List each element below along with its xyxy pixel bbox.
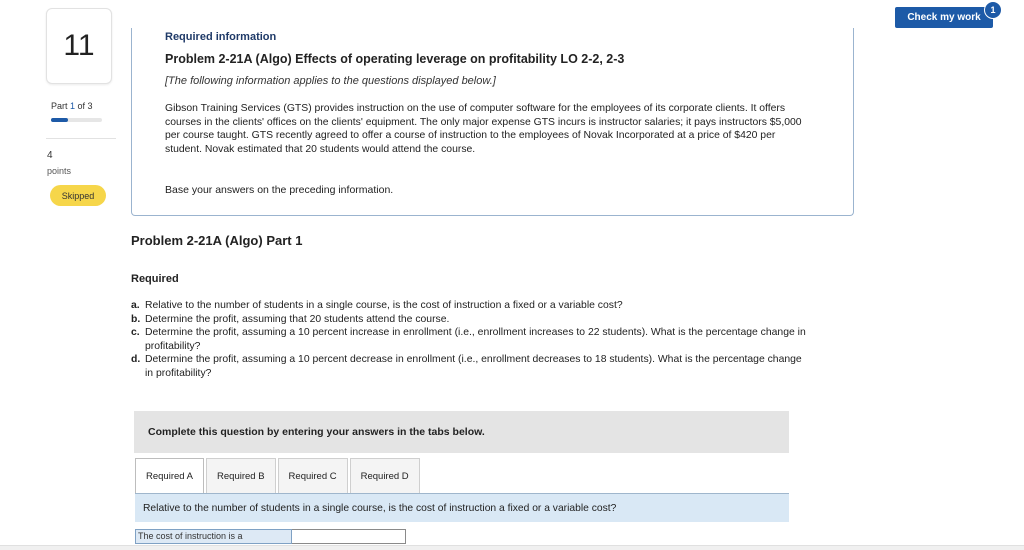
required-heading: Required [131,273,179,285]
info-base-note: Base your answers on the preceding information. [165,184,394,196]
info-paragraph: Gibson Training Services (GTS) provides instruction on the use of computer software for the employees of its corporate clients. It offers courses in the clients' offices on the clients' equipment. The only major expense GTS incurs is instructor salaries; it pays instructors $5,000 per course taught. GTS recently agreed to offer a course of instruction to the employees of Novak Incorporated at a price of $420 per student. Novak estimated that 20 students would attend the course. [165,103,802,155]
requirement-letter: a. [131,300,140,311]
required-information-heading: Required information [165,31,277,43]
complete-instruction: Complete this question by entering your answers in the tabs below. [134,411,789,453]
requirements-list [131,299,811,380]
part-progress-bar [51,118,102,122]
tab-question: Relative to the number of students in a single course, is the cost of instruction a fixed or a variable cost? [135,494,789,522]
tab-required-b[interactable]: Required B [206,458,276,493]
list-item [131,299,811,313]
status-badge: Skipped [50,185,106,206]
bottom-bar [0,545,1024,550]
part-suffix: of 3 [75,101,93,111]
part-title: Problem 2-21A (Algo) Part 1 [131,233,303,248]
part-progress-fill [51,118,68,122]
problem-title: Problem 2-21A (Algo) Effects of operating leverage on profitability LO 2-2, 2-3 [165,52,625,66]
answer-dropdown[interactable] [292,529,406,544]
requirement-text: Relative to the number of students in a single course, is the cost of instruction a fixed or a variable cost? [145,300,623,311]
part-current: 1 [70,101,76,111]
check-count-badge: 1 [984,1,1002,19]
question-number: 11 [46,8,112,84]
requirement-text: Determine the profit, assuming that 20 students attend the course. [145,313,450,325]
points-value: 4 [47,150,53,161]
requirement-tabs [135,458,422,493]
answer-label: The cost of instruction is a [135,529,292,544]
tab-required-a[interactable]: Required A [135,458,204,493]
info-note: [The following information applies to the questions displayed below.] [165,75,496,87]
part-indicator [51,101,93,111]
requirement-letter: c. [131,327,140,338]
tab-required-d[interactable]: Required D [350,458,420,493]
list-item [131,326,811,353]
sidebar-divider [46,138,116,139]
requirement-text: Determine the profit, assuming a 10 percent decrease in enrollment (i.e., enrollment decreases to 18 students). What is the percentage change in profitability? [145,354,802,379]
check-my-work-button[interactable]: Check my work [895,7,993,28]
requirement-text: Determine the profit, assuming a 10 percent increase in enrollment (i.e., enrollment increases to 22 students). What is the percentage change in profitability? [145,327,806,352]
requirement-letter: b. [131,313,141,325]
points-label: points [47,166,72,176]
part-prefix: Part [51,101,71,111]
list-item [131,353,811,380]
requirement-letter: d. [131,354,141,365]
tab-required-c[interactable]: Required C [278,458,348,493]
list-item [131,313,811,327]
